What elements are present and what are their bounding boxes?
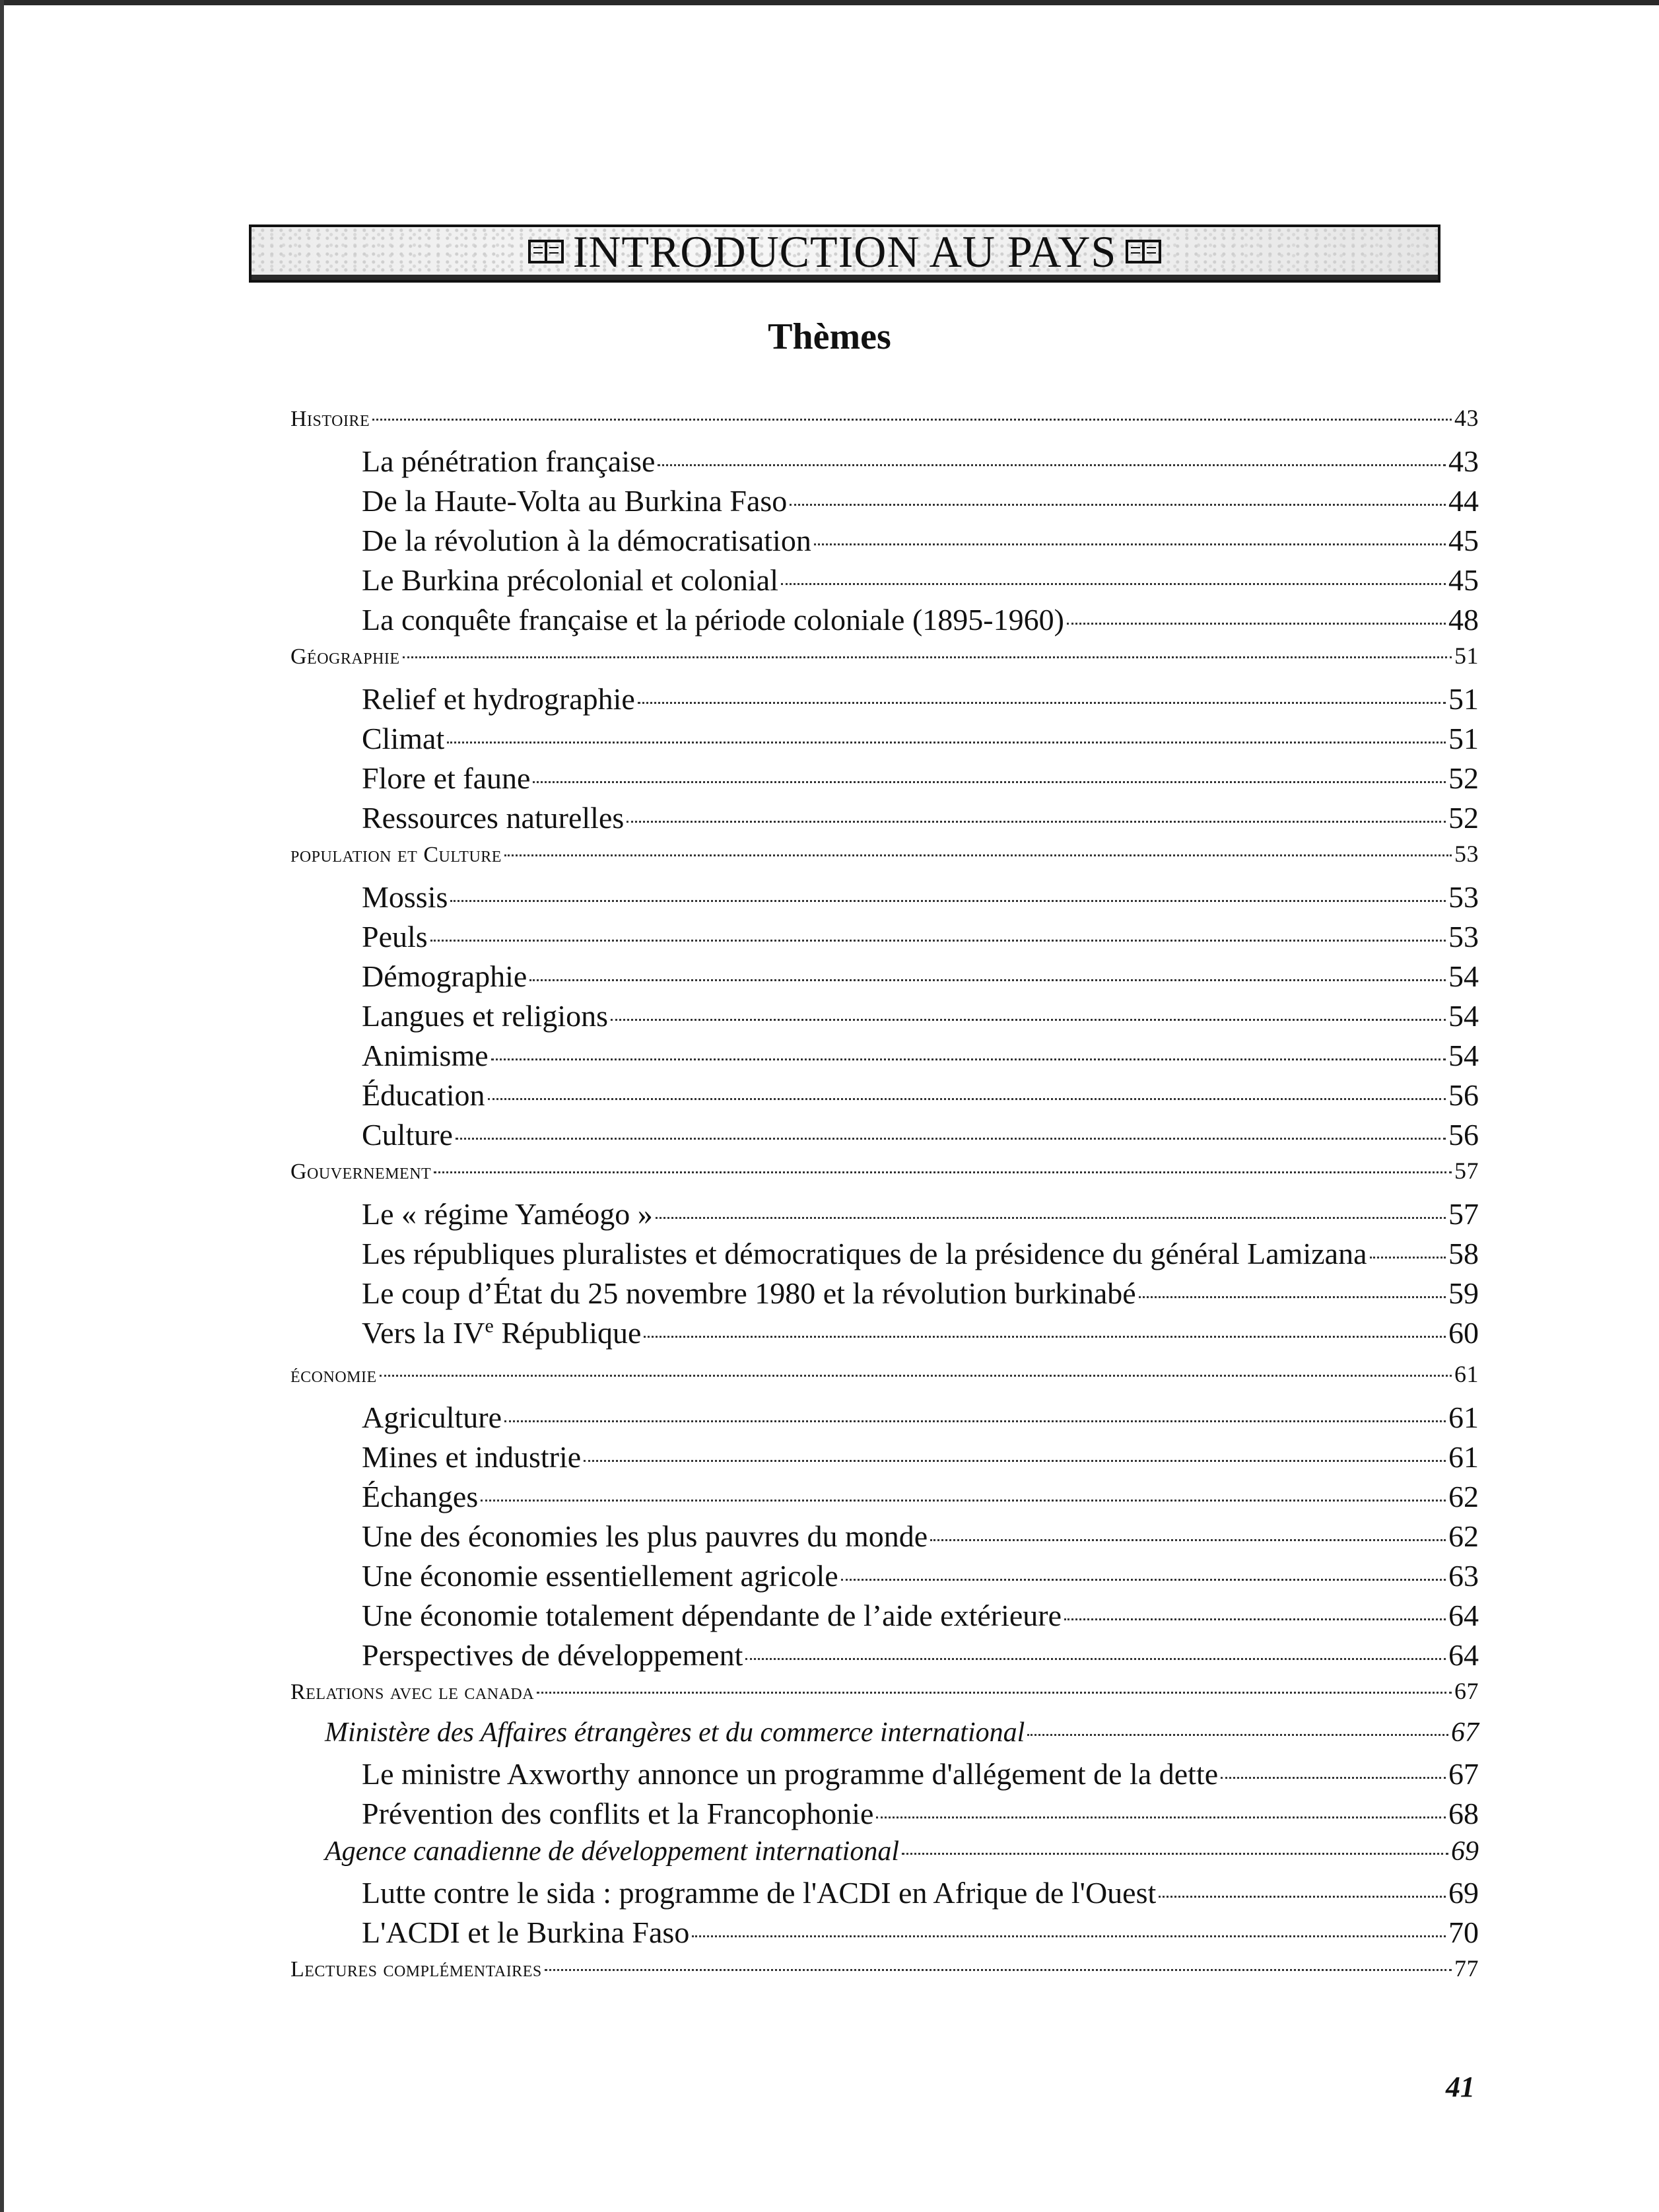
- toc-entry: [290, 1638, 1479, 1677]
- toc-entry: [290, 1038, 1479, 1078]
- open-book-icon: [528, 238, 564, 265]
- dot-leader: [876, 1816, 1446, 1818]
- table-of-contents: [290, 404, 1479, 1994]
- toc-page-number: 69: [1448, 1876, 1479, 1910]
- toc-entry: [290, 1117, 1479, 1157]
- toc-page-number: 64: [1448, 1638, 1479, 1672]
- toc-label: Animisme: [362, 1039, 489, 1072]
- toc-label: Géographie: [290, 644, 400, 669]
- page-number: 41: [1446, 2071, 1475, 2103]
- dot-leader: [1159, 1896, 1446, 1898]
- dot-leader: [545, 1969, 1452, 1971]
- dot-leader: [1064, 1618, 1446, 1620]
- dot-leader: [781, 583, 1446, 585]
- dot-leader: [841, 1579, 1446, 1581]
- dot-leader: [504, 854, 1452, 856]
- toc-page-number: 59: [1448, 1276, 1479, 1310]
- toc-page-number: 64: [1448, 1599, 1479, 1632]
- toc-label: Lectures complémentaires: [290, 1957, 542, 1982]
- toc-page-number: 61: [1448, 1440, 1479, 1474]
- toc-section: [290, 642, 1479, 681]
- toc-page-number: 54: [1448, 1039, 1479, 1072]
- toc-entry: [290, 1875, 1479, 1915]
- dot-leader: [1027, 1734, 1448, 1736]
- toc-page-number: 70: [1448, 1916, 1479, 1949]
- toc-label: Démographie: [362, 959, 527, 993]
- toc-subsection: [290, 1717, 1479, 1756]
- dot-leader: [656, 1217, 1446, 1219]
- dot-leader: [790, 504, 1446, 506]
- dot-leader: [611, 1019, 1446, 1021]
- dot-leader: [644, 1336, 1446, 1338]
- dot-leader: [1221, 1777, 1446, 1779]
- toc-label: Échanges: [362, 1480, 479, 1513]
- toc-label: Lutte contre le sida : programme de l'ACDI en Afrique de l'Ouest: [362, 1876, 1157, 1910]
- dot-leader: [930, 1539, 1446, 1541]
- dot-leader: [626, 821, 1446, 823]
- dot-leader: [380, 1375, 1452, 1377]
- toc-label: Gouvernement: [290, 1159, 432, 1184]
- toc-page-number: 56: [1448, 1118, 1479, 1152]
- toc-label: Flore et faune: [362, 761, 531, 795]
- dot-leader: [584, 1460, 1446, 1462]
- dot-leader: [372, 419, 1452, 421]
- dot-leader: [403, 656, 1452, 658]
- toc-section: [290, 840, 1479, 880]
- toc-entry: [290, 563, 1479, 602]
- dot-leader: [529, 979, 1446, 981]
- toc-label: Agence canadienne de développement international: [325, 1836, 900, 1867]
- dot-leader: [450, 900, 1446, 902]
- toc-page-number: 54: [1448, 959, 1479, 993]
- dot-leader: [491, 1058, 1446, 1060]
- dot-leader: [447, 742, 1446, 743]
- toc-label: Culture: [362, 1118, 453, 1152]
- toc-subsection: [290, 1836, 1479, 1875]
- toc-page-number: 58: [1448, 1237, 1479, 1270]
- dot-leader: [1139, 1296, 1446, 1298]
- toc-label: économie: [290, 1363, 377, 1387]
- toc-page-number: 48: [1448, 603, 1479, 637]
- toc-label-part: République: [493, 1316, 642, 1350]
- toc-section: [290, 1360, 1479, 1400]
- dot-leader: [481, 1500, 1446, 1502]
- dot-leader: [692, 1935, 1446, 1937]
- toc-label: La conquête française et la période coloniale (1895-1960): [362, 603, 1064, 637]
- toc-entry: [290, 1315, 1479, 1360]
- toc-page-number: 44: [1448, 484, 1479, 518]
- dot-leader: [456, 1138, 1446, 1140]
- toc-page-number: 67: [1454, 1678, 1479, 1704]
- toc-page-number: 57: [1454, 1158, 1479, 1184]
- toc-page-number: 51: [1448, 682, 1479, 716]
- toc-label: Le Burkina précolonial et colonial: [362, 563, 778, 597]
- toc-entry: [290, 1598, 1479, 1638]
- toc-page-number: 45: [1448, 524, 1479, 557]
- toc-section: [290, 404, 1479, 444]
- toc-entry: [290, 998, 1479, 1038]
- toc-label: [362, 1315, 641, 1350]
- banner-title: INTRODUCTION AU PAYS: [572, 226, 1117, 277]
- toc-page-number: 63: [1448, 1559, 1479, 1593]
- toc-page-number: 67: [1448, 1757, 1479, 1791]
- toc-page-number: 52: [1448, 761, 1479, 795]
- banner-title-group: [528, 226, 1162, 278]
- toc-entry: [290, 800, 1479, 840]
- toc-label: Une économie totalement dépendante de l’aide extérieure: [362, 1599, 1062, 1632]
- toc-entry: [290, 1915, 1479, 1954]
- toc-entry: [290, 523, 1479, 563]
- toc-page-number: 45: [1448, 563, 1479, 597]
- toc-section: [290, 1677, 1479, 1717]
- toc-entry: [290, 1479, 1479, 1519]
- toc-label: Une des économies les plus pauvres du monde: [362, 1519, 928, 1553]
- toc-label: Perspectives de développement: [362, 1638, 743, 1672]
- toc-label: La pénétration française: [362, 444, 656, 478]
- toc-label: Ressources naturelles: [362, 801, 625, 835]
- toc-entry: [290, 1558, 1479, 1598]
- dot-leader: [533, 781, 1446, 783]
- dot-leader: [488, 1098, 1446, 1100]
- toc-entry: [290, 681, 1479, 721]
- dot-leader: [745, 1658, 1446, 1660]
- toc-label: Peuls: [362, 920, 428, 953]
- toc-entry: [290, 1078, 1479, 1117]
- toc-label: De la Haute-Volta au Burkina Faso: [362, 484, 788, 518]
- toc-label: Ministère des Affaires étrangères et du commerce international: [325, 1717, 1025, 1748]
- toc-page-number: 61: [1448, 1400, 1479, 1434]
- toc-page-number: 57: [1448, 1197, 1479, 1231]
- toc-page-number: 62: [1448, 1519, 1479, 1553]
- dot-leader: [814, 543, 1446, 545]
- toc-entry: [290, 1196, 1479, 1236]
- dot-leader: [1067, 623, 1446, 625]
- toc-entry: [290, 1439, 1479, 1479]
- toc-entry: [290, 919, 1479, 959]
- dot-leader: [504, 1420, 1446, 1422]
- toc-entry: [290, 959, 1479, 998]
- toc-page-number: 43: [1454, 405, 1479, 431]
- toc-label: L'ACDI et le Burkina Faso: [362, 1916, 690, 1949]
- toc-page-number: 52: [1448, 801, 1479, 835]
- dot-leader: [537, 1692, 1452, 1694]
- toc-entry: [290, 761, 1479, 800]
- toc-page-number: 62: [1448, 1480, 1479, 1513]
- toc-label: Prévention des conflits et la Francophonie: [362, 1797, 874, 1830]
- toc-label: Éducation: [362, 1078, 485, 1112]
- toc-page-number: 77: [1454, 1955, 1479, 1982]
- toc-entry: [290, 602, 1479, 642]
- dot-leader: [1370, 1257, 1446, 1259]
- toc-label: Climat: [362, 722, 445, 755]
- toc-entry: [290, 1756, 1479, 1796]
- toc-entry: [290, 880, 1479, 919]
- toc-entry: [290, 444, 1479, 483]
- toc-label: Relief et hydrographie: [362, 682, 635, 716]
- toc-page-number: 67: [1451, 1717, 1479, 1748]
- toc-page-number: 53: [1448, 920, 1479, 953]
- scan-edge-top: [0, 0, 1659, 5]
- dot-leader: [658, 464, 1446, 466]
- toc-entry: [290, 1236, 1479, 1276]
- toc-entry: [290, 1400, 1479, 1439]
- toc-label: Mines et industrie: [362, 1440, 582, 1474]
- dot-leader: [434, 1171, 1452, 1173]
- dot-leader: [430, 940, 1446, 942]
- toc-page-number: 61: [1454, 1361, 1479, 1387]
- toc-label: Relations avec le canada: [290, 1680, 535, 1704]
- toc-page-number: 53: [1448, 880, 1479, 914]
- toc-page-number: 56: [1448, 1078, 1479, 1112]
- toc-label: Mossis: [362, 880, 448, 914]
- page-subtitle: Thèmes: [768, 316, 891, 357]
- toc-section: [290, 1157, 1479, 1196]
- open-book-icon: [1126, 238, 1161, 265]
- toc-section: [290, 1954, 1479, 1994]
- toc-label: Le coup d’État du 25 novembre 1980 et la révolution burkinabé: [362, 1276, 1136, 1310]
- toc-page-number: 51: [1448, 722, 1479, 755]
- toc-page-number: 43: [1448, 444, 1479, 478]
- toc-label-superscript: e: [485, 1315, 494, 1337]
- toc-label: Les républiques pluralistes et démocratiques de la présidence du général Lamizana: [362, 1237, 1367, 1270]
- dot-leader: [902, 1853, 1448, 1855]
- toc-label: Le « régime Yaméogo »: [362, 1197, 653, 1231]
- toc-entry: [290, 721, 1479, 761]
- toc-label: Agriculture: [362, 1400, 502, 1434]
- toc-entry: [290, 483, 1479, 523]
- toc-entry: [290, 1519, 1479, 1558]
- toc-page-number: 68: [1448, 1797, 1479, 1830]
- toc-label: Le ministre Axworthy annonce un programme d'allégement de la dette: [362, 1757, 1219, 1791]
- toc-label: Histoire: [290, 407, 370, 431]
- toc-label: population et Culture: [290, 843, 502, 867]
- section-banner: [249, 225, 1440, 283]
- toc-page-number: 51: [1454, 642, 1479, 669]
- toc-entry: [290, 1276, 1479, 1315]
- toc-entry: [290, 1796, 1479, 1836]
- toc-label: De la révolution à la démocratisation: [362, 524, 811, 557]
- toc-label: Langues et religions: [362, 999, 609, 1033]
- dot-leader: [638, 702, 1446, 704]
- toc-page-number: 60: [1448, 1316, 1479, 1350]
- toc-page-number: 53: [1454, 841, 1479, 867]
- toc-label-part: Vers la IV: [362, 1316, 485, 1350]
- toc-page-number: 69: [1451, 1836, 1479, 1867]
- toc-page-number: 54: [1448, 999, 1479, 1033]
- toc-label: Une économie essentiellement agricole: [362, 1559, 838, 1593]
